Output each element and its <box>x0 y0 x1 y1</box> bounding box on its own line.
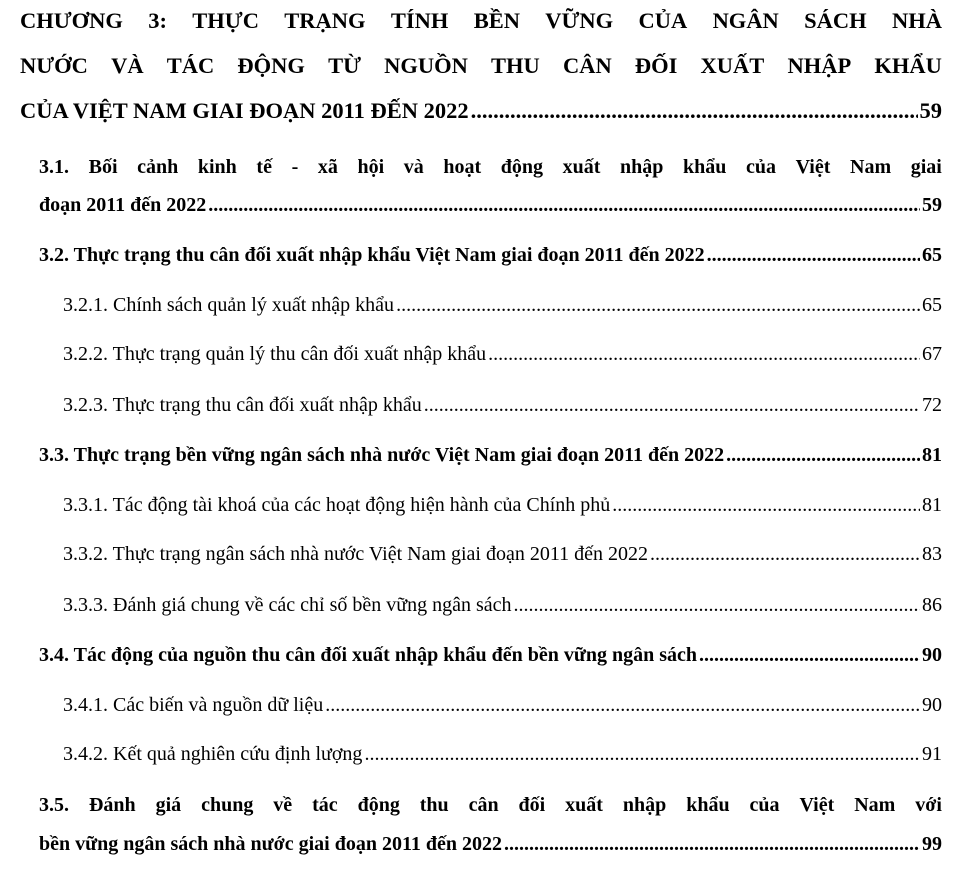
justified-word: CỦA <box>638 8 688 33</box>
page-number: 86 <box>922 594 942 616</box>
section-3-1-title-line-2: đoạn 2011 đến 2022 <box>39 194 207 216</box>
section-3-5-line-2 <box>39 833 942 856</box>
page-number: 81 <box>922 494 942 516</box>
subsection-3-2-2-line <box>63 343 942 366</box>
justified-word: NHÀ <box>891 8 942 33</box>
justified-word: xuất <box>565 794 603 816</box>
justified-word: chung <box>201 794 254 816</box>
subsection-3-2-2-title: 3.2.2. Thực trạng quản lý thu cân đối xuất nhập khẩu <box>63 343 487 365</box>
justified-word: THỰC <box>192 8 259 33</box>
subsection-3-4-2-title: 3.4.2. Kết quả nghiên cứu định lượng <box>63 743 363 765</box>
subsection-3-2-3-line <box>63 394 942 417</box>
justified-word: TỪ <box>328 53 361 78</box>
justified-word: NGÂN <box>712 8 779 33</box>
justified-word: hội <box>357 156 385 178</box>
subsection-3-3-1-line <box>63 494 942 517</box>
justified-word: và <box>403 156 424 178</box>
page-number: 90 <box>922 694 942 716</box>
justified-word: KHẨU <box>874 53 942 78</box>
dot-leader <box>504 833 920 856</box>
subsection-3-3-2-line <box>63 543 942 566</box>
chapter-title-line-1 <box>20 8 942 34</box>
justified-word: về <box>273 794 293 816</box>
dot-leader <box>488 343 920 366</box>
dot-leader <box>471 98 918 124</box>
chapter-title-line-3-text: CỦA VIỆT NAM GIAI ĐOẠN 2011 ĐẾN 2022 <box>20 98 469 123</box>
page-number: 90 <box>922 644 942 666</box>
justified-word: với <box>915 794 942 816</box>
justified-word: kinh <box>197 156 237 178</box>
page-number: 72 <box>922 394 942 416</box>
justified-word: NHẬP <box>787 53 852 78</box>
section-3-5-title-line-2: bền vững ngân sách nhà nước giai đoạn 2011 đến 2022 <box>39 833 502 855</box>
justified-word: tác <box>312 794 338 816</box>
dot-leader <box>325 694 920 717</box>
section-3-3-title: 3.3. Thực trạng bền vững ngân sách nhà nước Việt Nam giai đoạn 2011 đến 2022 <box>39 444 725 466</box>
page-number: 65 <box>922 244 942 266</box>
justified-word: ĐỐI <box>634 53 678 78</box>
justified-word: 3.1. <box>39 156 69 178</box>
justified-word: 3.5. <box>39 794 69 816</box>
dot-leader <box>707 244 920 267</box>
subsection-3-2-1-line <box>63 294 942 317</box>
dot-leader <box>208 194 920 217</box>
dot-leader <box>726 444 920 467</box>
justified-word: giai <box>910 156 942 178</box>
section-3-1-line-1 <box>39 156 942 179</box>
justified-word: động <box>357 794 400 816</box>
justified-word: Việt <box>795 156 831 178</box>
dot-leader <box>514 594 921 617</box>
justified-word: động <box>500 156 544 178</box>
page-number: 91 <box>922 743 942 765</box>
page-number: 83 <box>922 543 942 565</box>
justified-word: THU <box>491 53 540 78</box>
justified-word: xuất <box>562 156 601 178</box>
justified-word: XUẤT <box>700 53 765 78</box>
justified-word: ĐỘNG <box>237 53 305 78</box>
subsection-3-4-1-line <box>63 694 942 717</box>
page-number: 99 <box>922 833 942 855</box>
justified-word: - <box>291 156 299 178</box>
justified-word: Bối <box>88 156 118 178</box>
justified-word: BỀN <box>473 8 520 33</box>
justified-word: CÂN <box>562 53 612 78</box>
justified-word: tế <box>256 156 272 178</box>
subsection-3-3-2-title: 3.3.2. Thực trạng ngân sách nhà nước Việt Nam giai đoạn 2011 đến 2022 <box>63 543 648 565</box>
justified-word: Đánh <box>88 794 136 816</box>
subsection-3-2-1-title: 3.2.1. Chính sách quản lý xuất nhập khẩu <box>63 294 395 316</box>
justified-word: SÁCH <box>804 8 867 33</box>
section-3-5-line-1 <box>39 794 942 817</box>
justified-word: đối <box>518 794 546 816</box>
section-3-2-line <box>39 244 942 267</box>
justified-word: 3: <box>148 8 167 33</box>
subsection-3-3-3-line <box>63 594 942 617</box>
page-number: 67 <box>922 343 942 365</box>
justified-word: Nam <box>850 156 892 178</box>
justified-word: hoạt <box>443 156 482 178</box>
page-number: 59 <box>919 98 942 123</box>
dot-leader <box>699 644 920 667</box>
page-number: 65 <box>922 294 942 316</box>
chapter-title-line-2 <box>20 53 942 79</box>
justified-word: của <box>746 156 776 178</box>
justified-word: cân <box>468 794 499 816</box>
justified-word: Việt <box>799 794 835 816</box>
justified-word: Nam <box>854 794 896 816</box>
page-number: 59 <box>922 194 942 216</box>
justified-word: khẩu <box>686 794 730 816</box>
section-3-1-line-2 <box>39 194 942 217</box>
subsection-3-4-2-line <box>63 743 942 766</box>
justified-word: NƯỚC <box>20 53 88 78</box>
dot-leader <box>396 294 920 317</box>
subsection-3-3-1-title: 3.3.1. Tác động tài khoá của các hoạt động hiện hành của Chính phủ <box>63 494 611 516</box>
justified-word: cảnh <box>137 156 179 178</box>
justified-word: TRẠNG <box>284 8 366 33</box>
section-3-4-line <box>39 644 942 667</box>
section-3-3-line <box>39 444 942 467</box>
justified-word: nhập <box>622 794 667 816</box>
justified-word: VỮNG <box>545 8 614 33</box>
subsection-3-2-3-title: 3.2.3. Thực trạng thu cân đối xuất nhập khẩu <box>63 394 422 416</box>
justified-word: VÀ <box>111 53 144 78</box>
subsection-3-3-3-title: 3.3.3. Đánh giá chung về các chỉ số bền vững ngân sách <box>63 594 512 616</box>
dot-leader <box>612 494 920 517</box>
justified-word: NGUỒN <box>384 53 468 78</box>
justified-word: của <box>749 794 780 816</box>
dot-leader <box>424 394 920 417</box>
dot-leader <box>364 743 920 766</box>
justified-word: nhập <box>620 156 664 178</box>
justified-word: TÁC <box>166 53 215 78</box>
subsection-3-4-1-title: 3.4.1. Các biến và nguồn dữ liệu <box>63 694 324 716</box>
dot-leader <box>650 543 920 566</box>
chapter-title-line-3 <box>20 98 942 124</box>
justified-word: TÍNH <box>390 8 449 33</box>
justified-word: khẩu <box>683 156 727 178</box>
section-3-4-title: 3.4. Tác động của nguồn thu cân đối xuất nhập khẩu đến bền vững ngân sách <box>39 644 697 666</box>
page-number: 81 <box>922 444 942 466</box>
justified-word: xã <box>317 156 338 178</box>
justified-word: thu <box>419 794 449 816</box>
section-3-2-title: 3.2. Thực trạng thu cân đối xuất nhập khẩu Việt Nam giai đoạn 2011 đến 2022 <box>39 244 705 266</box>
justified-word: CHƯƠNG <box>20 8 123 33</box>
justified-word: giá <box>155 794 182 816</box>
